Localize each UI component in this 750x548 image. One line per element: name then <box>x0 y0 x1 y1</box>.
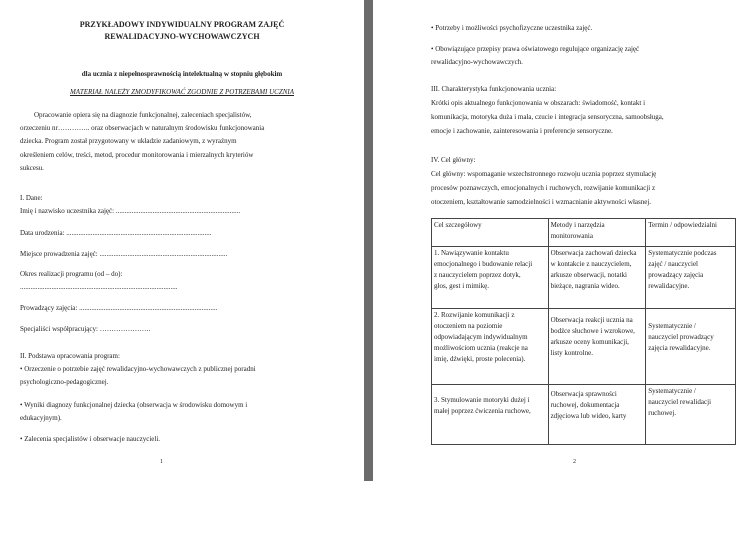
cell-goal <box>432 385 549 445</box>
cell-line: listy kontrolne. <box>550 349 593 357</box>
cell-deadline <box>646 309 736 385</box>
cell-line: bieżące, nagrania wideo. <box>550 282 620 290</box>
header-text: Termin / odpowiedzialni <box>648 221 717 229</box>
cell-goal <box>432 309 549 385</box>
field-birthdate: Data urodzenia: ................................................................................... <box>20 229 212 237</box>
cell-line: możliwościom ucznia (reakcje na <box>434 344 528 352</box>
title-line-1: PRZYKŁADOWY INDYWIDUALNY PROGRAM ZAJĘĆ <box>79 20 285 29</box>
intro-line: Opracowanie opiera się na diagnozie funkcjonalnej, zaleceniach specjalistów, <box>34 111 252 119</box>
cell-line: małej poprzez ćwiczenia ruchowe, <box>434 407 531 415</box>
field-name: Imię i nazwisko uczestnika zajęć: ....................................................................... <box>20 207 241 215</box>
header-text: Metody i narzędzia <box>550 221 605 229</box>
cell-line: odpowiadającym indywidualnym <box>434 333 528 341</box>
page-gutter <box>364 0 373 481</box>
header-text: Cel szczegółowy <box>434 221 482 229</box>
cell-methods <box>548 385 646 445</box>
cell-line: Obserwacja sprawności <box>550 390 617 398</box>
header-text: monitorowania <box>550 232 593 240</box>
field-specialists: Specjaliści współpracujący: …………………. <box>20 325 151 333</box>
cell-line: w kontakcie z nauczycielem, <box>550 260 632 268</box>
header-deadline <box>646 219 736 247</box>
basis-line: • Potrzeby i możliwości psychofizyczne uczestnika zajęć. <box>431 24 593 32</box>
basis-line: rewalidacyjno-wychowawczych. <box>431 58 523 66</box>
intro-line: dziecka. Program został przygotowany w układzie zadaniowym, z wyraźnym <box>20 137 237 145</box>
goals-table <box>431 218 736 445</box>
modification-notice: MATERIAŁ NALEŻY ZMODYFIKOWAĆ ZGODNIE Z POTRZEBAMI UCZNIA <box>69 88 295 96</box>
basis-line: • Orzeczenie o potrzebie zajęć rewalidacyjno-wychowawczych z publicznej poradni <box>20 365 256 373</box>
cell-line: 1. Nawiązywanie kontaktu <box>434 249 509 257</box>
section-4-line: Cel główny: wspomaganie wszechstronnego rozwoju ucznia poprzez stymulację <box>431 170 657 178</box>
basis-line: edukacyjnym). <box>20 414 62 422</box>
section-2-heading: II. Podstawa opracowania program: <box>20 352 120 360</box>
intro-line: orzeczeniu nr………….. oraz obserwacjach w naturalnym środowisku funkcjonowania <box>20 124 265 132</box>
cell-line: z nauczycielem poprzez dotyk, <box>434 271 521 279</box>
section-3-heading: III. Charakterystyka funkcjonowania ucznia: <box>431 85 557 93</box>
cell-line: Systematycznie / <box>648 322 696 330</box>
field-period: Okres realizacji programu (od – do): <box>20 270 123 278</box>
page-number-1: 1 <box>160 459 163 465</box>
cell-line: otoczeniem na poziomie <box>434 322 503 330</box>
cell-line: zdjęciowa lub wideo, karty <box>550 412 627 420</box>
cell-line: Systematycznie / <box>648 387 696 395</box>
header-methods <box>548 219 646 247</box>
cell-methods <box>548 309 646 385</box>
section-3-line: Krótki opis aktualnego funkcjonowania w obszarach: świadomość, kontakt i <box>431 99 646 107</box>
page-number-2: 2 <box>573 459 576 465</box>
cell-line: nauczyciel prowadzący <box>648 333 714 341</box>
cell-line: rewalidacyjne. <box>648 282 690 290</box>
cell-line: Systematycznie podczas <box>648 249 717 257</box>
cell-deadline <box>646 247 736 309</box>
cell-line: ruchowej. <box>648 409 677 417</box>
field-location: Miejsce prowadzenia zajęć: ......................................................................... <box>20 250 228 258</box>
cell-line: nauczyciel rewalidacji <box>648 398 712 406</box>
section-1-heading: I. Dane: <box>20 194 43 202</box>
intro-line: określeniem celów, treści, metod, procedur monitorowania i mierzalnych kryteriów <box>20 151 254 159</box>
cell-line: Obserwacja reakcji ucznia na <box>550 316 633 324</box>
basis-line: • Zalecenia specjalistów i obserwacje nauczycieli. <box>20 435 161 443</box>
title-line-2: REWALIDACYJNO-WYCHOWAWCZYCH <box>104 32 260 41</box>
cell-line: głos, gest i mimikę. <box>434 282 490 290</box>
subtitle: dla ucznia z niepełnosprawnością intelektualną w stopniu głębokim <box>81 70 283 78</box>
cell-line: zajęć / nauczyciel <box>648 260 698 268</box>
cell-line: emocjonalnego i budowanie relacji <box>434 260 533 268</box>
table-row <box>432 247 736 309</box>
viewer-background <box>0 481 750 548</box>
section-4-line: procesów poznawczych, emocjonalnych i ruchowych, rozwijanie komunikacji z <box>431 184 656 192</box>
cell-line: arkusze oceny komunikacji, <box>550 338 629 346</box>
section-4-heading: IV. Cel główny: <box>431 156 476 164</box>
table-row <box>432 309 736 385</box>
section-3-line: emocje i zachowanie, zainteresowania i preferencje sensoryczne. <box>431 127 613 135</box>
basis-line: • Obowiązujące przepisy prawa oświatowego regulujące organizację zajęć <box>431 45 640 53</box>
cell-line: bodźce słuchowe i wzrokowe, <box>550 327 635 335</box>
cell-deadline <box>646 385 736 445</box>
cell-line: ruchowej, dokumentacja <box>550 401 620 409</box>
basis-line: psychologiczno-pedagogicznej. <box>20 378 109 386</box>
cell-methods <box>548 247 646 309</box>
table-row <box>432 385 736 445</box>
section-3-line: komunikacja, motoryka duża i mała, czucie i integracja sensoryczna, samoobsługa, <box>431 113 664 121</box>
cell-line: zajęcia rewalidacyjne. <box>648 344 711 352</box>
section-4-line: otoczeniem, kształtowanie samodzielności i wzmacnianie aktywności własnej. <box>431 198 652 206</box>
intro-line: sukcesu. <box>20 164 44 172</box>
table-header-row <box>432 219 736 247</box>
cell-goal <box>432 247 549 309</box>
cell-line: 3. Stymulowanie motoryki dużej i <box>434 396 530 404</box>
cell-line: imię, dźwięki, proste polecenia). <box>434 355 526 363</box>
cell-line: Obserwacja zachowań dziecka <box>550 249 637 257</box>
basis-line: • Wyniki diagnozy funkcjonalnej dziecka (obserwacja w środowisku domowym i <box>20 401 248 409</box>
field-period-blank: .......................................................................................... <box>20 283 178 291</box>
field-teacher: Prowadzący zajęcia: ............................................................................... <box>20 304 218 312</box>
cell-line: arkusze obserwacji, notatki <box>550 271 627 279</box>
cell-line: 2. Rozwijanie komunikacji z <box>434 311 515 319</box>
cell-line: prowadzący zajęcia <box>648 271 704 279</box>
header-goal <box>432 219 549 247</box>
